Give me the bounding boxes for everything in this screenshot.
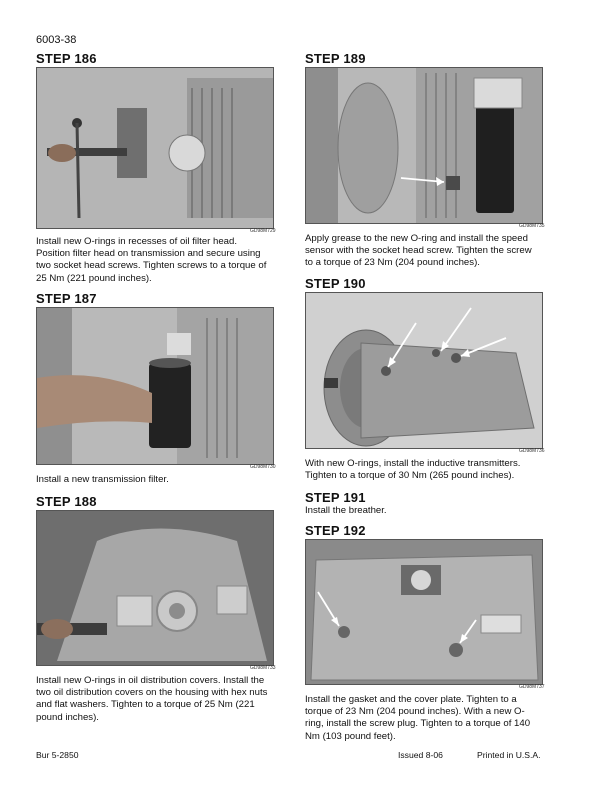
step-188-photo	[36, 510, 274, 666]
step-186-caption: Install new O-rings in recesses of oil filter head. Position filter head on transmission and secure using two socket head screws. Tighten screws to a torque of 25 Nm (221 pound inches).	[36, 236, 267, 284]
step-189-photo-code: GD98M735	[519, 223, 545, 229]
step-188-title: STEP 188	[36, 494, 97, 509]
step-187-title: STEP 187	[36, 291, 97, 306]
step-188-caption: Install new O-rings in oil distribution covers. Install the two oil distribution covers on the housing with hex nuts and flat washers. Tighten to a torque of 25 Nm (221 pound inches).	[36, 675, 268, 723]
step-190-photo-code: GD98M736	[519, 448, 545, 454]
step-189-title: STEP 189	[305, 51, 366, 66]
step-190-caption: With new O-rings, install the inductive transmitters. Tighten to a torque of 30 Nm (265 pound inches).	[305, 458, 521, 482]
step-187-caption: Install a new transmission filter.	[36, 474, 169, 485]
step-190-title: STEP 190	[305, 276, 366, 291]
step-191-title: STEP 191	[305, 490, 366, 505]
footer-issued: Issued 8-06	[398, 750, 443, 760]
footer-doc-id: Bur 5-2850	[36, 750, 79, 760]
step-192-caption: Install the gasket and the cover plate. Tighten to a torque of 23 Nm (204 pound inches). With a new O-ring, install the screw plug. Tighten to a torque of 140 Nm (103 pound feet).	[305, 694, 531, 742]
step-192-photo-code: GD98M737	[519, 684, 545, 690]
page-number: 6003-38	[36, 34, 77, 46]
step-186-photo-code: GD98M729	[250, 228, 276, 234]
step-192-title: STEP 192	[305, 523, 366, 538]
step-186-title: STEP 186	[36, 51, 97, 66]
step-187-photo-code: GD98M730	[250, 464, 276, 470]
step-192-photo	[305, 539, 543, 685]
step-186-photo	[36, 67, 274, 229]
step-191-caption: Install the breather.	[305, 505, 387, 516]
step-187-photo	[36, 307, 274, 465]
step-189-photo	[305, 67, 543, 224]
step-188-photo-code: GD98M733	[250, 665, 276, 671]
step-189-caption: Apply grease to the new O-ring and install the speed sensor with the socket head screw. Tighten the screw to a torque of 23 Nm (204 pound inches).	[305, 233, 532, 269]
step-190-photo	[305, 292, 543, 449]
footer-printed: Printed in U.S.A.	[477, 750, 541, 760]
